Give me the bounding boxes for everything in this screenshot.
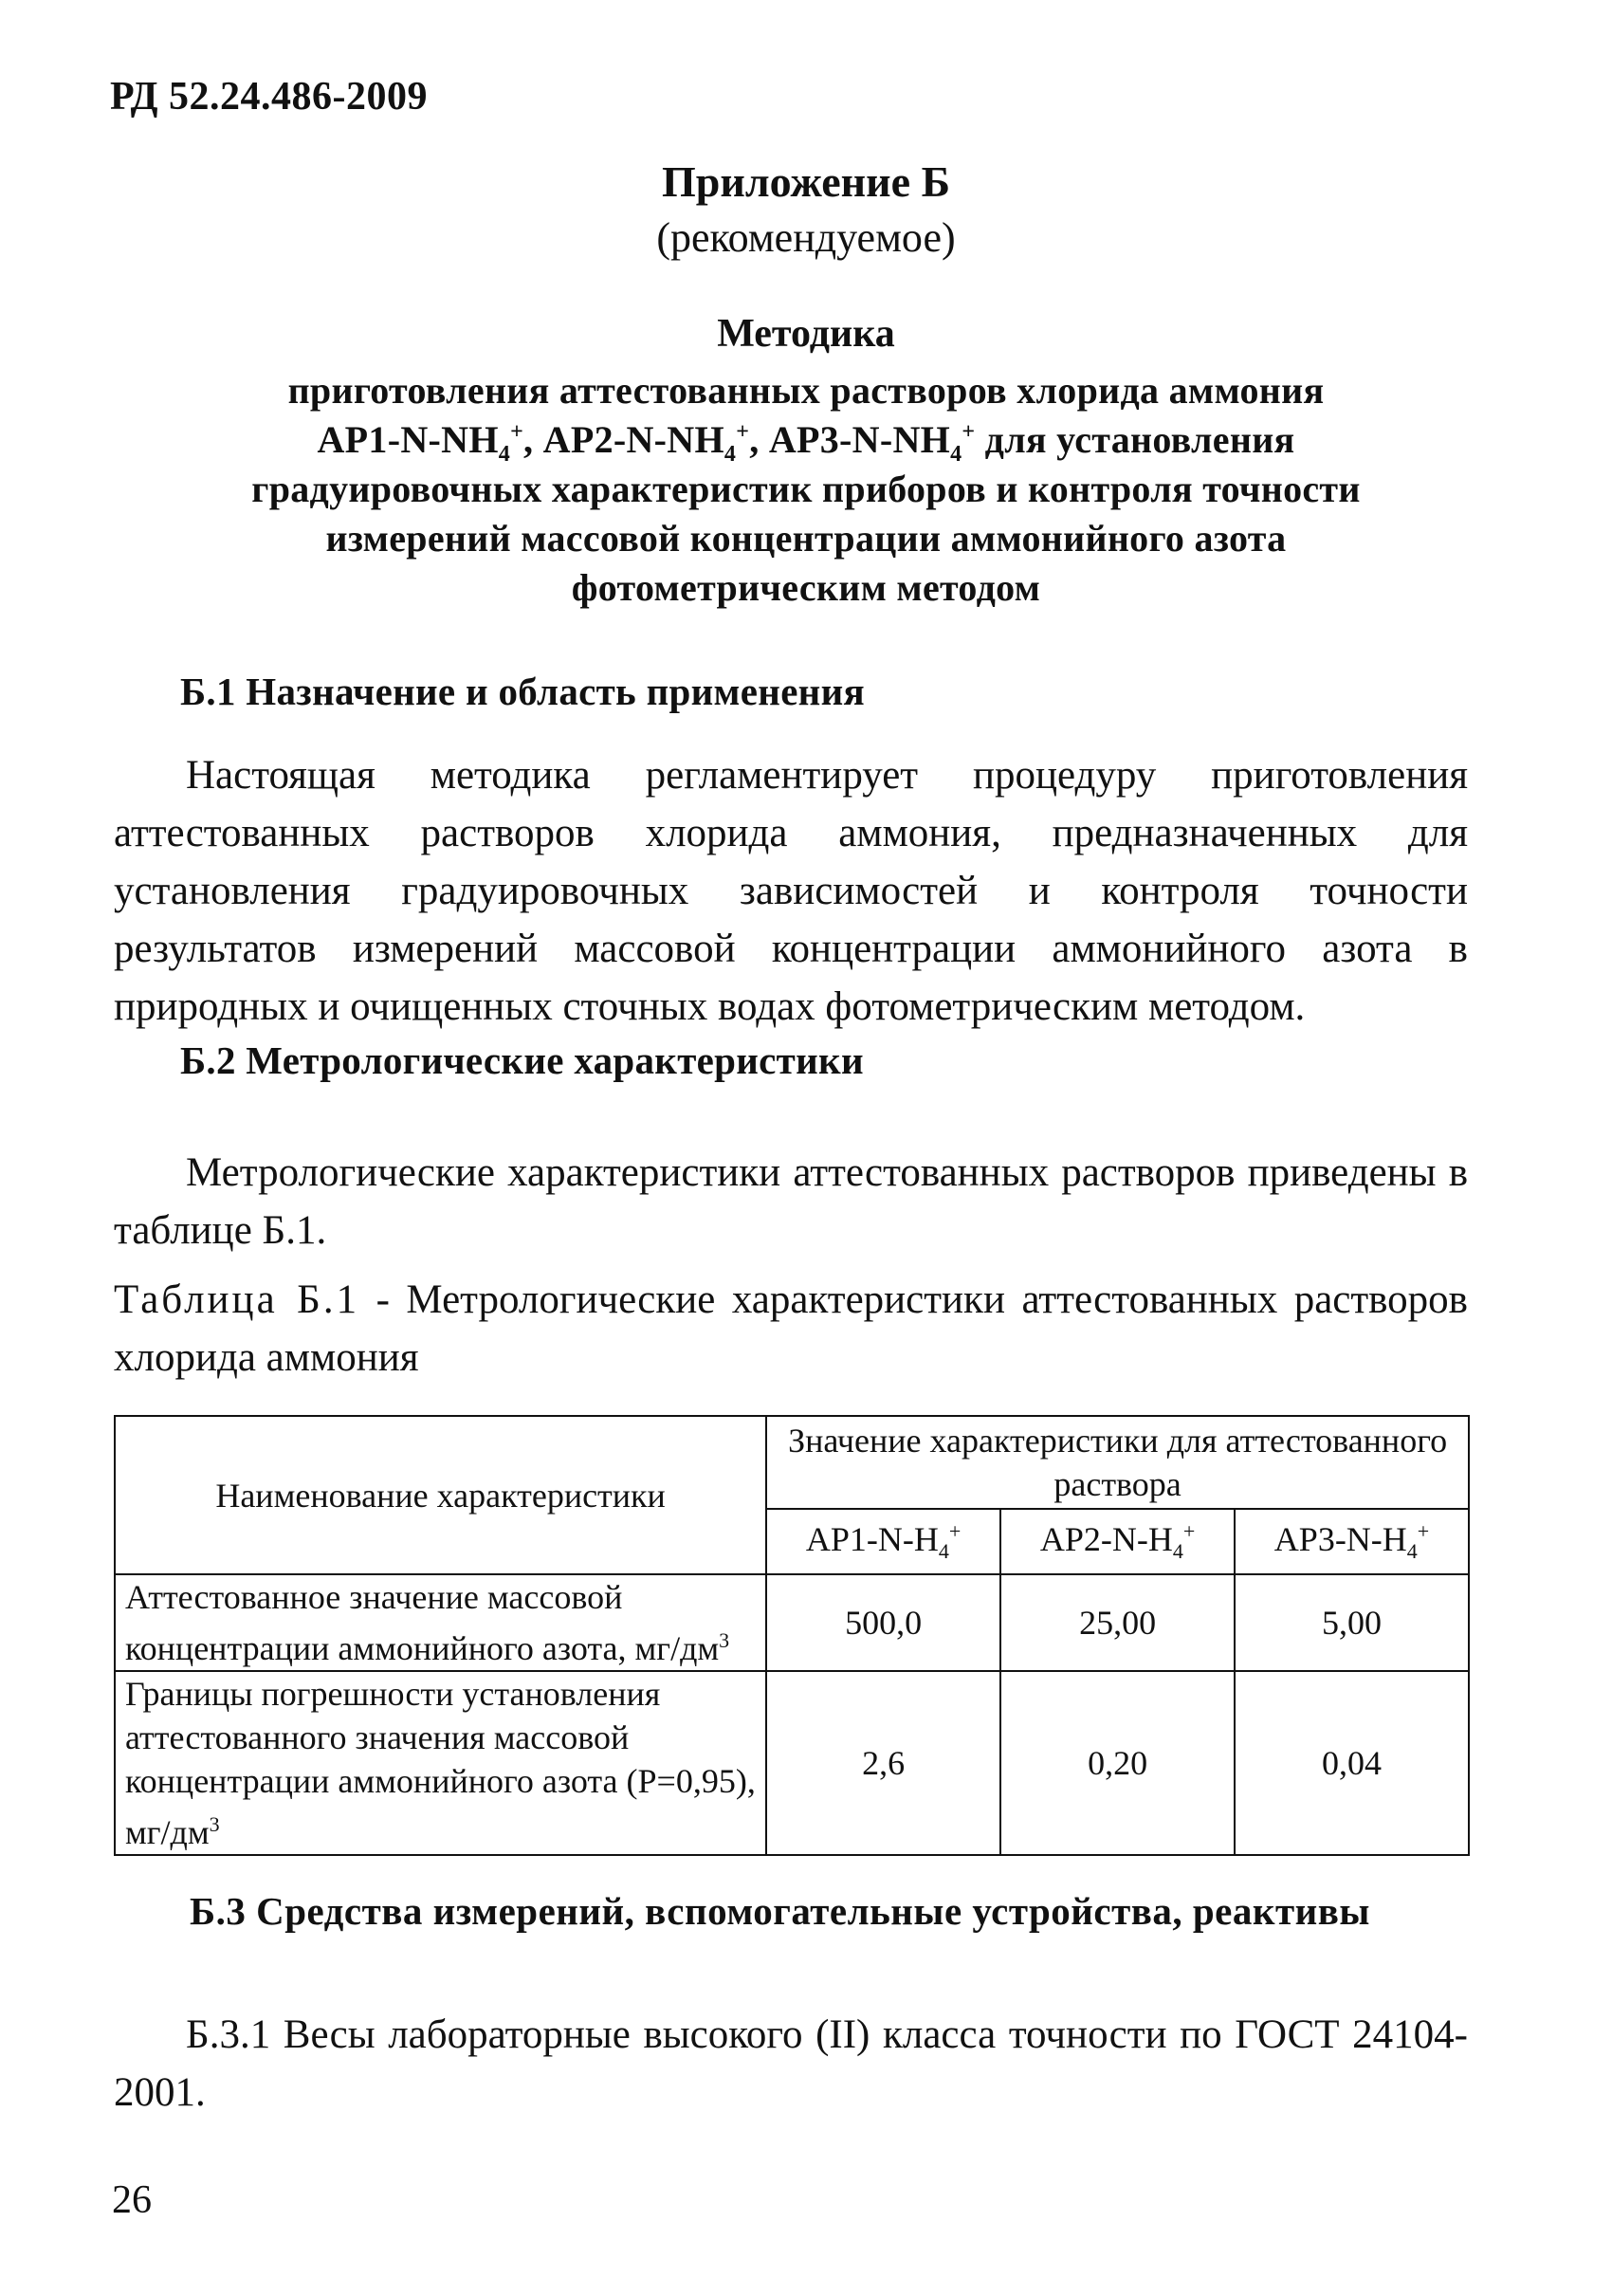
document-code: РД 52.24.486-2009 bbox=[110, 75, 429, 119]
table-cell: 5,00 bbox=[1235, 1574, 1469, 1671]
methodology-line-2: $АР1-N-NH_4^+$, $АР2-N-NH_4^+$, $АР3-N-NH_4^+$ для установления bbox=[317, 418, 1295, 467]
table-row bbox=[115, 1671, 1469, 1855]
table-caption: Таблица Б.1 - Метрологические характеристики аттестованных растворов хлорида аммония bbox=[114, 1277, 1468, 1380]
column-header-name: Наименование характеристики bbox=[115, 1416, 766, 1574]
section-b3-paragraph: Б.3.1 Весы лабораторные высокого (II) класса точности по ГОСТ 24104-2001. bbox=[114, 2012, 1468, 2115]
methodology-line-5: фотометрическим методом bbox=[571, 566, 1041, 609]
appendix-subtitle: (рекомендуемое) bbox=[656, 214, 956, 261]
row-label: Аттестованное значение массовой концентрации аммонийного азота, $мг/дм^3$ bbox=[115, 1574, 766, 1671]
metrology-table bbox=[114, 1415, 1470, 1856]
table-cell: 2,6 bbox=[766, 1671, 1000, 1855]
column-header-ap1: $АР1-N-H_4^+$ bbox=[766, 1509, 1000, 1574]
column-header-ap3: $АР3-N-H_4^+$ bbox=[1235, 1509, 1469, 1574]
methodology-line-4: измерений массовой концентрации аммонийного азота bbox=[325, 517, 1287, 560]
table-cell: 0,20 bbox=[1000, 1671, 1235, 1855]
solution-ap2: АР2-N-NH bbox=[542, 418, 724, 461]
row-label: Границы погрешности установления аттестованного значения массовой концентрации аммонийного азота (Р=0,95), $мг/дм^3$ bbox=[115, 1671, 766, 1855]
section-heading-b1: Б.1 Назначение и область применения bbox=[180, 670, 866, 713]
solution-ap3: АР3-N-NH bbox=[768, 418, 951, 461]
methodology-title: Методика bbox=[717, 312, 895, 356]
table-row bbox=[115, 1574, 1469, 1671]
section-heading-b2: Б.2 Метрологические характеристики bbox=[180, 1038, 864, 1082]
methodology-line-3: градуировочных характеристик приборов и контроля точности bbox=[251, 468, 1361, 510]
solution-ap1: АР1-N-NH bbox=[317, 418, 499, 461]
section-heading-b3: Б.3 Средства измерений, вспомогательные устройства, реактивы bbox=[190, 1889, 1370, 1933]
methodology-line-1: приготовления аттестованных растворов хлорида аммония bbox=[287, 369, 1325, 412]
table-cell: 500,0 bbox=[766, 1574, 1000, 1671]
appendix-title: Приложение Б bbox=[661, 157, 951, 206]
section-b1-paragraph: Настоящая методика регламентирует процедуру приготовления аттестованных растворов хлорида аммония, предназначенных для установления градуировочных зависимостей и контроля точности результатов измерений массовой концентрации аммонийного азота в природных и очищенных сточных водах фотометрическим методом. bbox=[114, 753, 1468, 1029]
table-cell: 25,00 bbox=[1000, 1574, 1235, 1671]
column-header-value: Значение характеристики для аттестованного раствора bbox=[766, 1416, 1469, 1509]
column-header-ap2: $АР2-N-H_4^+$ bbox=[1000, 1509, 1235, 1574]
section-b2-paragraph: Метрологические характеристики аттестованных растворов приведены в таблице Б.1. bbox=[114, 1150, 1468, 1253]
table-cell: 0,04 bbox=[1235, 1671, 1469, 1855]
page-number: 26 bbox=[112, 2178, 152, 2222]
